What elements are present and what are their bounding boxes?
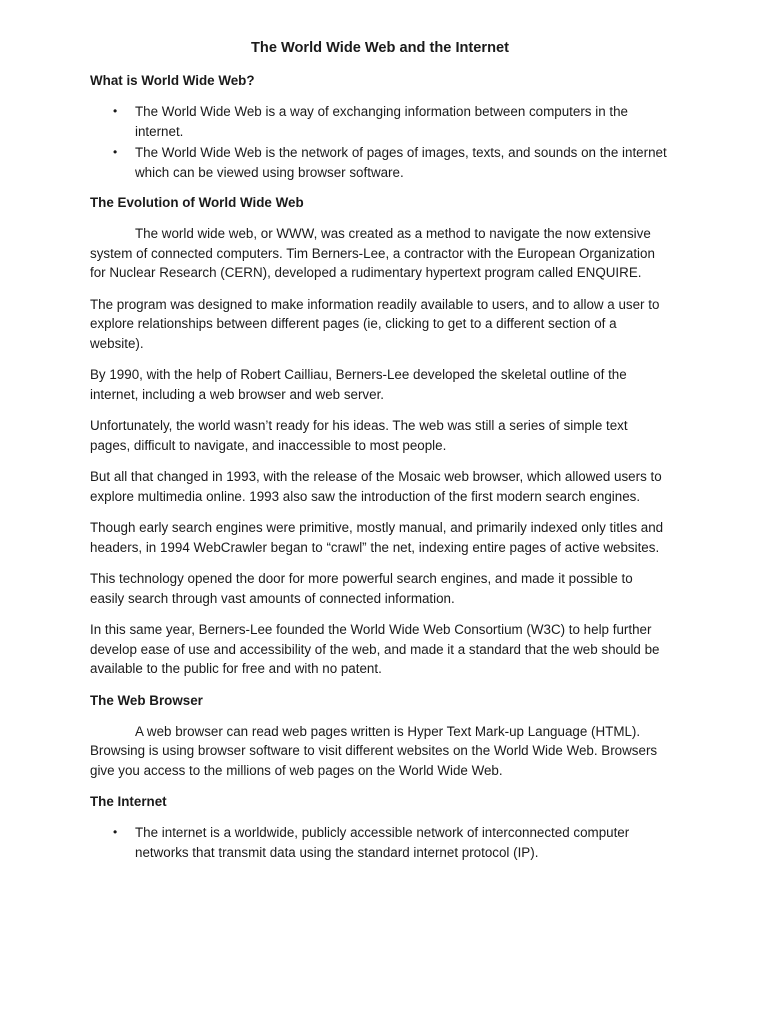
list-item-text: The internet is a worldwide, publicly accessible network of interconnected computer networks that transmit data using the standard internet protocol (IP). [135, 825, 630, 860]
paragraph: In this same year, Berners-Lee founded the World Wide Web Consortium (W3C) to help further develop ease of use and accessibility of the web, and made it a standard that the web should be available to the public for free and with no patent. [90, 622, 660, 676]
section-heading-internet: The Internet [90, 794, 167, 809]
paragraph: Though early search engines were primitive, mostly manual, and primarily indexed only titles and headers, in 1994 WebCrawler began to “crawl” the net, indexing entire pages of active websites. [90, 520, 664, 555]
section-heading-evolution: The Evolution of World Wide Web [90, 195, 304, 210]
bullet-icon: • [113, 825, 118, 839]
section-heading-web-browser: The Web Browser [90, 692, 203, 708]
list-item-text: The World Wide Web is a way of exchanging information between computers in the internet. [135, 104, 628, 139]
bullet-list-internet [90, 823, 670, 862]
document-title: The World Wide Web and the Internet [251, 40, 509, 56]
list-item-text: The World Wide Web is the network of pages of images, texts, and sounds on the internet which can be viewed using browser software. [135, 145, 667, 180]
paragraph: By 1990, with the help of Robert Cailliau, Berners-Lee developed the skeletal outline of the internet, including a web browser and web server. [90, 367, 627, 402]
paragraph: A web browser can read web pages written is Hyper Text Mark-up Language (HTML). Browsing is using browser software to visit different websites on the World Wide Web. Browsers give you access to the millions of web pages on the World Wide Web. [90, 723, 658, 778]
section-heading-what-is-www: What is World Wide Web? [90, 73, 255, 88]
paragraph: Unfortunately, the world wasn’t ready for his ideas. The web was still a series of simple text pages, difficult to navigate, and inaccessible to most people. [90, 418, 628, 453]
bullet-list-www-definition [90, 102, 670, 182]
paragraph: The program was designed to make information readily available to users, and to allow a user to explore relationships between different pages (ie, clicking to get to a different section of a website). [90, 296, 660, 351]
list-item [90, 102, 670, 141]
bullet-icon: • [113, 104, 118, 118]
list-item [90, 143, 670, 182]
paragraph: But all that changed in 1993, with the release of the Mosaic web browser, which allowed users to explore multimedia online. 1993 also saw the introduction of the first modern search engines. [90, 469, 662, 504]
paragraph: This technology opened the door for more powerful search engines, and made it possible to easily search through vast amounts of connected information. [90, 571, 633, 606]
bullet-icon: • [113, 145, 118, 159]
list-item [90, 823, 670, 862]
paragraph: The world wide web, or WWW, was created as a method to navigate the now extensive system of connected computers. Tim Berners-Lee, a contractor with the European Organization for Nuclear Research (CERN), developed a rudimentary hypertext program called ENQUIRE. [90, 226, 655, 280]
